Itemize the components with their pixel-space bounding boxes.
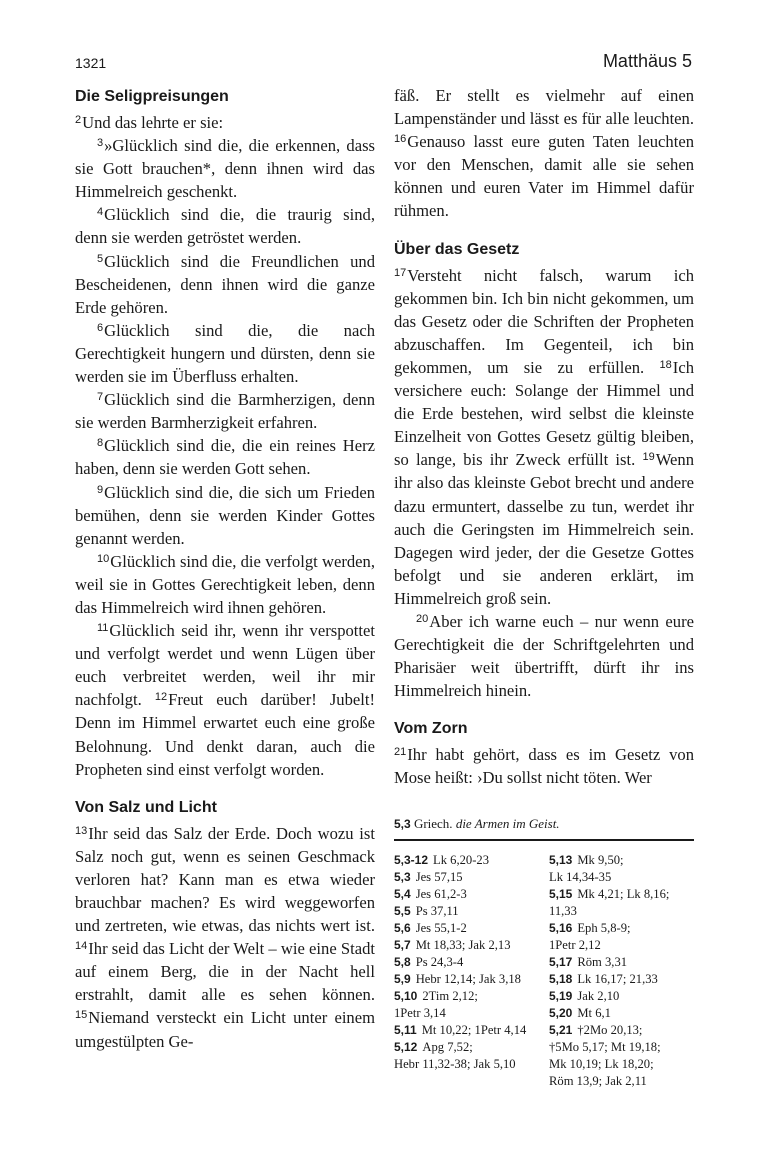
verse-paragraph — [394, 84, 694, 223]
cross-reference-line — [549, 1005, 694, 1022]
cross-reference-line — [394, 971, 546, 988]
cross-reference-line — [394, 1056, 546, 1073]
cross-reference-key: 5,6 — [394, 921, 411, 935]
cross-reference-column — [394, 852, 546, 1073]
verse-text: Glücklich sind die, die traurig sind, denn sie werden getröstet werden. — [75, 205, 375, 248]
verse-text: Ihr seid das Licht der Welt – wie eine Stadt auf einem Berg, die in der Nacht hell erstrahlt, damit alle es sehen können. — [75, 939, 375, 1005]
cross-reference-line — [549, 869, 694, 886]
cross-reference-target: Jes 55,1-2 — [415, 921, 467, 935]
verse-number: 21 — [394, 746, 407, 759]
cross-reference-line — [549, 920, 694, 937]
cross-reference-key: 5,21 — [549, 1023, 573, 1037]
cross-reference-target: Lk 14,34-35 — [549, 870, 612, 884]
cross-reference-key: 5,16 — [549, 921, 573, 935]
cross-reference-line — [549, 886, 694, 903]
cross-reference-line — [394, 937, 546, 954]
verse-number: 2 — [75, 114, 82, 126]
cross-reference-target: Mt 18,33; Jak 2,13 — [415, 938, 511, 952]
cross-reference-key: 5,20 — [549, 1006, 573, 1020]
verse-text: Glücklich sind die, die sich um Frieden bemühen, denn sie werden Kinder Gottes genannt werden. — [75, 482, 375, 548]
cross-reference-line — [394, 903, 546, 920]
verse-text: Wenn ihr also das kleinste Gebot brecht und andere dazu ermuntert, dasselbe zu tun, werdet ihr auch die Geringsten im Himmelreich sein. Dagegen wird jeder, der die Gesetze Gottes befolgt und sie anderen erklärt, im Himmelreich groß sein. — [394, 450, 694, 608]
verse-number: 6 — [97, 321, 104, 334]
verse-text: Glücklich sind die Freundlichen und Bescheidenen, denn ihnen wird die ganze Erde gehören. — [75, 251, 375, 317]
cross-reference-target: Mt 10,22; 1Petr 4,14 — [421, 1023, 527, 1037]
cross-reference-line — [394, 869, 546, 886]
verse-number: 16 — [394, 133, 407, 146]
cross-reference-target: Mk 10,19; Lk 18,20; — [549, 1057, 654, 1071]
verse-text: Glücklich sind die Barmherzigen, denn sie werden Barmherzigkeit erfahren. — [75, 390, 375, 433]
cross-reference-key: 5,15 — [549, 887, 573, 901]
cross-reference-target: Röm 3,31 — [577, 955, 628, 969]
verse-number: 18 — [659, 358, 672, 371]
cross-reference-target: Ps 37,11 — [415, 904, 459, 918]
verse-paragraph — [394, 743, 694, 789]
cross-reference-key: 5,7 — [394, 938, 411, 952]
cross-reference-key: 5,10 — [394, 989, 418, 1003]
verse-number: 4 — [97, 206, 104, 219]
cross-reference-key: 5,13 — [549, 853, 573, 867]
verse-text: Glücklich seid ihr, wenn ihr verspottet und verfolgt werdet und wenn Lügen über euch verbreitet werden, weil ihr mir nachfolgt. — [75, 621, 375, 710]
cross-reference-line — [394, 886, 546, 903]
footnote — [394, 816, 694, 832]
cross-reference-target: 1Petr 3,14 — [394, 1006, 446, 1020]
footnote-text: die Armen im Geist. — [455, 816, 560, 831]
section-heading: Über das Gesetz — [394, 240, 520, 258]
cross-reference-line — [549, 852, 694, 869]
verse-text: Und das lehrte er sie: — [82, 113, 224, 132]
cross-reference-line — [394, 954, 546, 971]
verse-text: Genauso lasst eure guten Taten leuchten vor den Menschen, damit alle sie sehen können und euren Vater im Himmel dafür rühmen. — [394, 132, 694, 221]
cross-reference-target: Röm 13,9; Jak 2,11 — [549, 1074, 647, 1088]
cross-reference-target: Eph 5,8-9; — [577, 921, 631, 935]
cross-reference-target: Lk 16,17; 21,33 — [577, 972, 658, 986]
cross-reference-key: 5,4 — [394, 887, 411, 901]
verse-number: 3 — [97, 137, 104, 150]
verse-paragraph — [394, 610, 694, 702]
cross-reference-key: 5,8 — [394, 955, 411, 969]
cross-reference-target: Jes 57,15 — [415, 870, 463, 884]
cross-reference-target: Lk 6,20-23 — [433, 853, 489, 867]
verse-text: Ihr seid das Salz der Erde. Doch wozu ist Salz noch gut, wenn es seinen Geschmack verloren hat? Kann man es etwa wieder brauchbar machen? Es wird weggeworfen und zertreten, wie etwas, das nichts wert ist. — [75, 823, 375, 936]
cross-reference-key: 5,11 — [394, 1023, 417, 1037]
verse-text: fäß. Er stellt es vielmehr auf einen Lampenständer und lässt es für alle leuchten. — [394, 86, 694, 129]
cross-reference-line — [394, 1022, 546, 1039]
footnote-ref: 5,3 — [394, 817, 411, 831]
verse-paragraph — [75, 481, 375, 550]
verse-text: Ich versichere euch: Solange der Himmel und die Erde bestehen, wird selbst die kleinste Einzelheit von Gottes Gesetz gültig bleiben, so lange, bis ihr Zweck erfüllt ist. — [394, 357, 694, 470]
cross-reference-line — [549, 1056, 694, 1073]
cross-reference-key: 5,12 — [394, 1040, 418, 1054]
verse-number: 20 — [416, 612, 429, 625]
cross-reference-line — [394, 1039, 546, 1056]
cross-reference-key: 5,17 — [549, 955, 573, 969]
verse-number: 7 — [97, 391, 104, 404]
cross-reference-target: †2Mo 20,13; — [577, 1023, 643, 1037]
cross-reference-target: 1Petr 2,12 — [549, 938, 601, 952]
verse-text: Ihr habt gehört, dass es im Gesetz von Mose heißt: ›Du sollst nicht töten. Wer — [394, 745, 694, 788]
cross-reference-key: 5,5 — [394, 904, 411, 918]
verse-text: Glücklich sind die, die nach Gerechtigkeit hungern und dürsten, denn sie werden sie im Überfluss erhalten. — [75, 320, 375, 387]
verse-number: 9 — [97, 483, 104, 496]
verse-number: 13 — [75, 824, 88, 837]
cross-reference-key: 5,18 — [549, 972, 573, 986]
verse-number: 15 — [75, 1009, 88, 1022]
cross-reference-line — [549, 1039, 694, 1056]
verse-paragraph — [75, 134, 375, 203]
cross-reference-line — [549, 1073, 694, 1090]
verse-number: 17 — [394, 266, 407, 279]
cross-reference-line — [394, 988, 546, 1005]
cross-reference-key: 5,19 — [549, 989, 573, 1003]
verse-number: 12 — [154, 691, 168, 704]
section-heading: Die Seligpreisungen — [75, 88, 229, 105]
verse-paragraph — [75, 619, 375, 781]
verse-paragraph — [75, 319, 375, 388]
cross-reference-line — [549, 1022, 694, 1039]
verse-text: Niemand versteckt ein Licht unter einem umgestülpten Ge- — [75, 1008, 375, 1051]
cross-reference-target: Jes 61,2-3 — [415, 887, 467, 901]
verse-text: Aber ich warne euch – nur wenn eure Gerechtigkeit die der Schriftgelehrten und Pharisäer weit übertrifft, dürft ihr ins Himmelreich hinein. — [394, 611, 694, 701]
cross-reference-target: 2Tim 2,12; — [422, 989, 478, 1003]
verse-paragraph — [394, 264, 694, 610]
cross-reference-line — [549, 937, 694, 954]
cross-reference-key: 5,3 — [394, 870, 411, 884]
section-heading: Vom Zorn — [394, 720, 468, 738]
verse-text: Versteht nicht falsch, warum ich gekommen bin. Ich bin nicht gekommen, um das Gesetz oder die Schriften der Propheten abzuschaffen. Im Gegenteil, ich bin gekommen, um sie zu erfüllen. — [394, 265, 694, 377]
left-column — [75, 84, 375, 1053]
verse-text: Freut euch darüber! Jubelt! Denn im Himmel erwartet euch eine große Belohnung. Und denkt daran, auch die Propheten sind einst verfolgt worden. — [75, 690, 375, 779]
cross-reference-target: Mk 9,50; — [577, 853, 624, 867]
footnote-divider — [394, 839, 694, 841]
verse-paragraph — [75, 822, 375, 1053]
cross-reference-target: Jak 2,10 — [577, 989, 620, 1003]
cross-reference-target: Mk 4,21; Lk 8,16; — [577, 887, 670, 901]
section-heading: Von Salz und Licht — [75, 798, 217, 816]
cross-reference-target: Ps 24,3-4 — [415, 955, 464, 969]
page-number: 1321 — [75, 55, 107, 71]
footnote-prefix: Griech. — [413, 816, 453, 831]
verse-paragraph — [75, 388, 375, 434]
cross-reference-line — [394, 852, 546, 869]
cross-reference-line — [394, 1005, 546, 1022]
cross-reference-line — [549, 903, 694, 920]
cross-reference-target: Apg 7,52; — [422, 1040, 473, 1054]
verse-paragraph — [75, 434, 375, 480]
verse-number: 11 — [97, 622, 109, 635]
verse-text: Glücklich sind die, die ein reines Herz haben, denn sie werden Gott sehen. — [75, 436, 375, 479]
verse-number: 14 — [75, 940, 88, 953]
book-chapter-title: Matthäus 5 — [602, 51, 692, 71]
verse-text: »Glücklich sind die, die erkennen, dass sie Gott brauchen*, denn ihnen wird das Himmelreich geschenkt. — [75, 136, 375, 202]
verse-text: Glücklich sind die, die verfolgt werden, weil sie in Gottes Gerechtigkeit leben, denn das Himmelreich wird ihnen gehören. — [75, 551, 375, 617]
cross-reference-column — [549, 852, 694, 1090]
cross-reference-key: 5,3-12 — [394, 853, 429, 867]
cross-reference-line — [549, 954, 694, 971]
cross-reference-line — [549, 988, 694, 1005]
verse-paragraph — [75, 203, 375, 249]
cross-reference-target: Hebr 12,14; Jak 3,18 — [415, 972, 521, 986]
verse-number: 10 — [97, 552, 110, 565]
cross-reference-target: Hebr 11,32-38; Jak 5,10 — [394, 1057, 516, 1071]
cross-reference-target: †5Mo 5,17; Mt 19,18; — [549, 1040, 661, 1054]
verse-number: 8 — [97, 437, 104, 450]
cross-reference-line — [549, 971, 694, 988]
verse-paragraph — [75, 550, 375, 619]
right-column — [394, 84, 694, 790]
verse-paragraph — [75, 111, 375, 134]
cross-reference-key: 5,9 — [394, 972, 411, 986]
cross-reference-target: 11,33 — [549, 904, 577, 918]
cross-reference-line — [394, 920, 546, 937]
verse-number: 19 — [642, 451, 655, 464]
verse-paragraph — [75, 250, 375, 319]
verse-number: 5 — [97, 252, 104, 265]
cross-reference-target: Mt 6,1 — [577, 1006, 611, 1020]
